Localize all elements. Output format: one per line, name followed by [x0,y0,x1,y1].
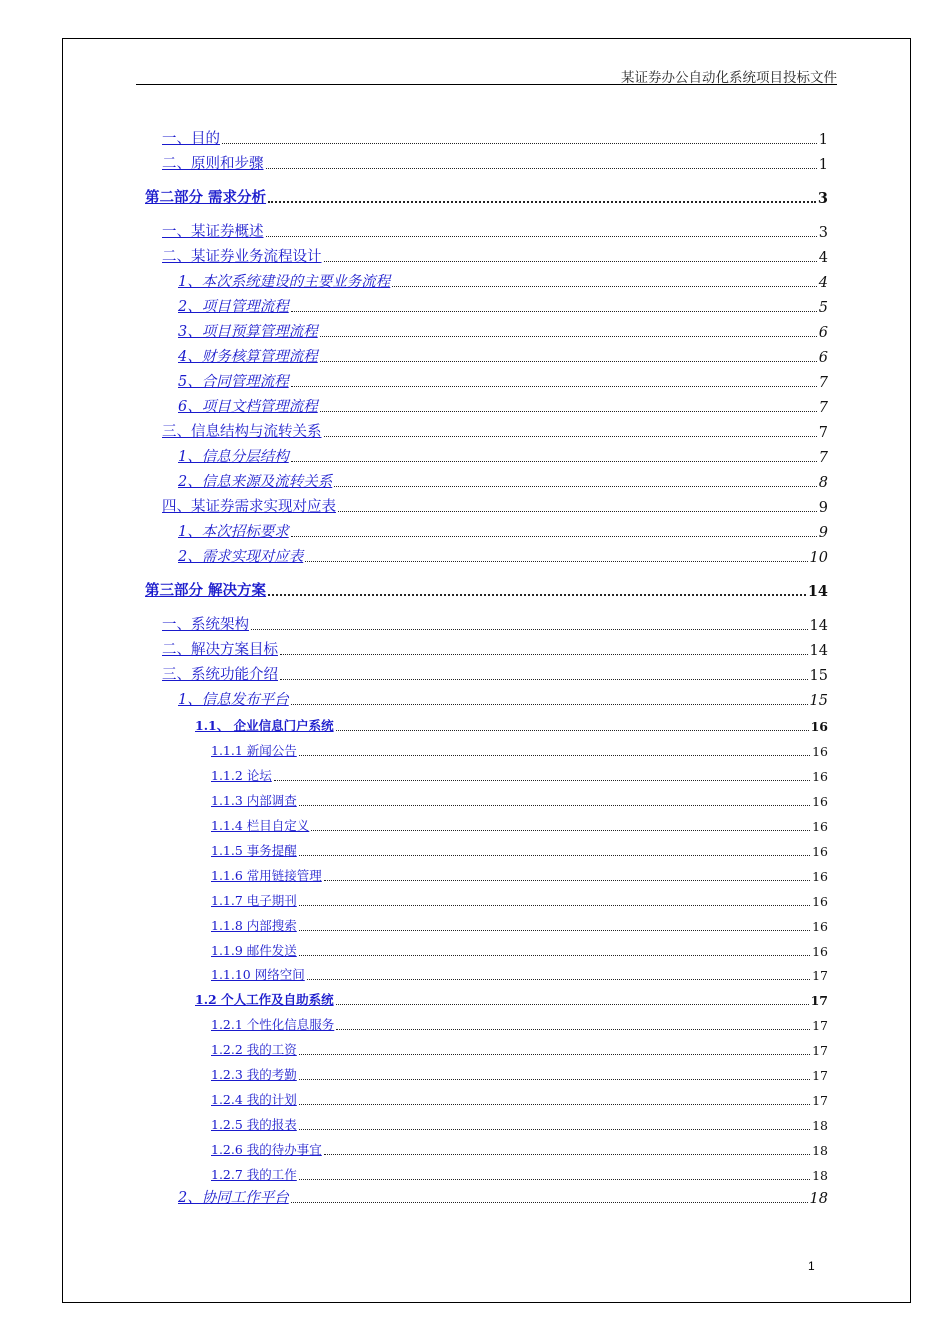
toc-subentry[interactable]: 1、信息发布平台 15 [178,692,828,709]
toc-part-heading[interactable]: 第三部分 解决方案 14 [145,582,828,600]
toc-subentry[interactable]: 3、项目预算管理流程 6 [178,324,828,341]
toc-item[interactable]: 1.1.3 内部调查 16 [211,793,828,809]
toc-item[interactable]: 1.2.2 我的工资 17 [211,1042,828,1058]
toc-part-heading[interactable]: 第二部分 需求分析 3 [145,189,828,207]
toc-subentry[interactable]: 1、本次系统建设的主要业务流程 4 [178,274,828,291]
toc-item[interactable]: 1.1.9 邮件发送 16 [211,943,828,959]
toc-subentry[interactable]: 2、协同工作平台 18 [178,1190,828,1207]
toc-item[interactable]: 1.1.7 电子期刊 16 [211,893,828,909]
toc-subsection[interactable]: 1.2 个人工作及自助系统 17 [195,992,828,1008]
toc-subentry[interactable]: 1、本次招标要求 9 [178,524,828,541]
toc-item[interactable]: 1.1.10 网络空间 17 [211,967,828,983]
toc-subentry[interactable]: 6、项目文档管理流程 7 [178,399,828,416]
header-rule [136,84,837,85]
toc-entry[interactable]: 四、某证券需求实现对应表 9 [162,499,828,516]
toc-item[interactable]: 1.1.2 论坛 16 [211,768,828,784]
toc-item[interactable]: 1.2.1 个性化信息服务 17 [211,1017,828,1033]
toc-item[interactable]: 1.1.4 栏目自定义 16 [211,818,828,834]
toc-entry[interactable]: 二、原则和步骤 1 [162,156,828,173]
toc-subentry[interactable]: 5、合同管理流程 7 [178,374,828,391]
toc-item[interactable]: 1.2.7 我的工作 18 [211,1167,828,1183]
toc-subentry[interactable]: 2、信息来源及流转关系 8 [178,474,828,491]
toc-entry[interactable]: 二、解决方案目标 14 [162,642,828,659]
toc-subentry[interactable]: 4、财务核算管理流程 6 [178,349,828,366]
toc-item[interactable]: 1.2.6 我的待办事宜 18 [211,1142,828,1158]
toc-item[interactable]: 1.1.1 新闻公告 16 [211,743,828,759]
toc-entry[interactable]: 一、目的 1 [162,131,828,148]
toc-item[interactable]: 1.2.4 我的计划 17 [211,1092,828,1108]
toc-item[interactable]: 1.1.6 常用链接管理 16 [211,868,828,884]
toc-item[interactable]: 1.2.5 我的报表 18 [211,1117,828,1133]
toc-subentry[interactable]: 2、项目管理流程 5 [178,299,828,316]
toc-subsection[interactable]: 1.1、 企业信息门户系统 16 [195,718,828,734]
toc-item[interactable]: 1.1.8 内部搜索 16 [211,918,828,934]
toc-subentry[interactable]: 2、需求实现对应表 10 [178,549,828,566]
toc-entry[interactable]: 二、某证券业务流程设计 4 [162,249,828,266]
toc-subentry[interactable]: 1、信息分层结构 7 [178,449,828,466]
toc-entry[interactable]: 三、系统功能介绍 15 [162,667,828,684]
toc-entry[interactable]: 一、系统架构 14 [162,617,828,634]
toc-item[interactable]: 1.1.5 事务提醒 16 [211,843,828,859]
header-title: 某证券办公自动化系统项目投标文件 [621,70,837,86]
toc-entry[interactable]: 三、信息结构与流转关系 7 [162,424,828,441]
toc-entry[interactable]: 一、某证券概述 3 [162,224,828,241]
page-number: 1 [808,1259,815,1273]
toc-item[interactable]: 1.2.3 我的考勤 17 [211,1067,828,1083]
